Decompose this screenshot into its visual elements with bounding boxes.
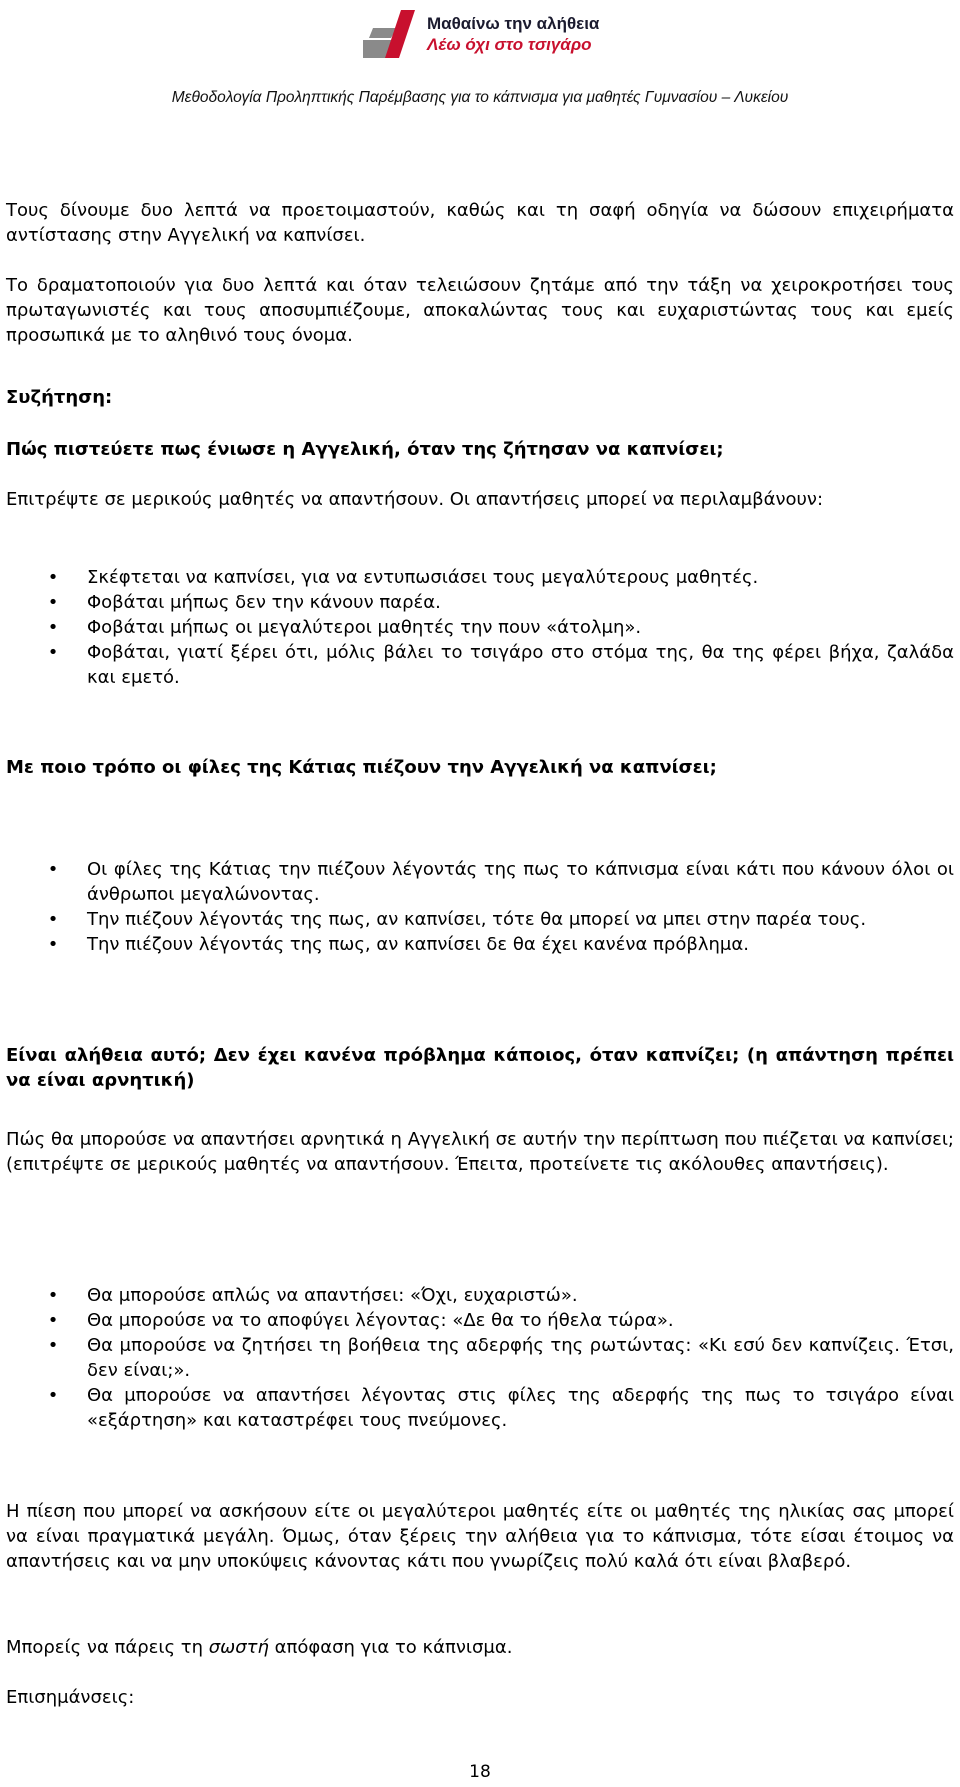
logo-slogan: Λέω όχι στο τσιγάρο xyxy=(427,35,592,54)
bullet-icon: • xyxy=(47,1385,59,1406)
bullet-icon: • xyxy=(47,592,59,613)
list-pressure xyxy=(6,857,954,957)
bullet-icon: • xyxy=(47,859,59,880)
list-item: • Την πιέζουν λέγοντάς της πως, αν καπνίσει δε θα έχει κανένα πρόβλημα. xyxy=(47,934,749,955)
bullet-icon: • xyxy=(47,642,59,663)
question-truth: Είναι αλήθεια αυτό; Δεν έχει κανένα πρόβλημα κάποιος, όταν καπνίζει; (η απάντηση πρέπει να είναι αρνητική) xyxy=(6,1045,954,1091)
paragraph-answers-intro: Επιτρέψτε σε μερικούς μαθητές να απαντήσουν. Οι απαντήσεις μπορεί να περιλαμβάνουν: xyxy=(6,489,824,510)
list-feelings xyxy=(6,565,954,690)
logo-mark-icon xyxy=(363,10,419,58)
paragraph-peer-pressure: Η πίεση που μπορεί να ασκήσουν είτε οι μεγαλύτεροι μαθητές είτε οι μαθητές της ηλικίας σας μπορεί να είναι πραγματικά μεγάλη. Όμως, όταν ξέρεις την αλήθεια για το κάπνισμα, τότε είσαι έτοιμος να απαντήσεις και να μην υποκύψεις κάνοντας κάτι που γνωρίζεις πολύ καλά ότι είναι βλαβερό. xyxy=(6,1501,954,1572)
bullet-icon: • xyxy=(47,1285,59,1306)
list-item: • Σκέφτεται να καπνίσει, για να εντυπωσιάσει τους μεγαλύτερους μαθητές. xyxy=(47,567,759,588)
bullet-icon: • xyxy=(47,567,59,588)
list-item: • Θα μπορούσε να ζητήσει τη βοήθεια της αδερφής της ρωτώντας: «Κι εσύ δεν καπνίζεις. Έτσι, δεν είναι;». xyxy=(47,1335,954,1381)
bullet-icon: • xyxy=(47,934,59,955)
question-feelings: Πώς πιστεύετε πως ένιωσε η Αγγελική, όταν της ζήτησαν να καπνίσει; xyxy=(6,439,724,460)
bullet-icon: • xyxy=(47,1335,59,1356)
paragraph-decision: Μπορείς να πάρεις τη σωστή απόφαση για το κάπνισμα. xyxy=(6,1637,513,1658)
paragraph-negative-answer: Πώς θα μπορούσε να απαντήσει αρνητικά η Αγγελική σε αυτήν την περίπτωση που πιέζεται να καπνίσει; (επιτρέψτε σε μερικούς μαθητές να απαντήσουν. Έπειτα, προτείνετε τις ακόλουθες απαντήσεις). xyxy=(6,1129,954,1175)
list-item: • Την πιέζουν λέγοντάς της πως, αν καπνίσει, τότε θα μπορεί να μπει στην παρέα τους. xyxy=(47,909,867,930)
header-logo xyxy=(363,10,603,58)
page-number: 18 xyxy=(469,1762,491,1782)
bullet-icon: • xyxy=(47,1310,59,1331)
list-item: • Φοβάται μήπως οι μεγαλύτεροι μαθητές την πουν «άτολμη». xyxy=(47,617,642,638)
notes-label: Επισημάνσεις: xyxy=(6,1687,135,1708)
list-responses xyxy=(6,1283,954,1433)
bullet-icon: • xyxy=(47,617,59,638)
paragraph-dramatization: Το δραματοποιούν για δυο λεπτά και όταν τελειώσουν ζητάμε από την τάξη να χειροκροτήσει τους πρωταγωνιστές και τους αποσυμπιέζουμε, αποκαλώντας τους και ευχαριστώντας τους και εμείς προσωπικά με το αληθινό τους όνομα. xyxy=(6,275,954,346)
heading-discussion: Συζήτηση: xyxy=(6,387,113,408)
list-item: • Οι φίλες της Κάτιας την πιέζουν λέγοντάς της πως το κάπνισμα είναι κάτι που κάνουν όλοι οι άνθρωποι μεγαλώνοντας. xyxy=(47,859,954,905)
list-item: • Φοβάται μήπως δεν την κάνουν παρέα. xyxy=(47,592,441,613)
paragraph-preparation: Τους δίνουμε δυο λεπτά να προετοιμαστούν, καθώς και τη σαφή οδηγία να δώσουν επιχειρήματα αντίστασης στην Αγγελική να καπνίσει. xyxy=(6,200,954,246)
question-pressure: Με ποιο τρόπο οι φίλες της Κάτιας πιέζουν την Αγγελική να καπνίσει; xyxy=(6,757,717,778)
document-subtitle: Μεθοδολογία Προληπτικής Παρέμβασης για το κάπνισμα για μαθητές Γυμνασίου – Λυκείου xyxy=(171,89,789,106)
bullet-icon: • xyxy=(47,909,59,930)
list-item: • Θα μπορούσε να το αποφύγει λέγοντας: «Δε θα το ήθελα τώρα». xyxy=(47,1310,674,1331)
list-item: • Θα μπορούσε απλώς να απαντήσει: «Όχι, ευχαριστώ». xyxy=(47,1285,578,1306)
list-item: • Φοβάται, γιατί ξέρει ότι, μόλις βάλει το τσιγάρο στο στόμα της, θα της φέρει βήχα, ζαλάδα και εμετό. xyxy=(47,642,954,688)
list-item: • Θα μπορούσε να απαντήσει λέγοντας στις φίλες της αδερφής της πως το τσιγάρο είναι «εξάρτηση» και καταστρέφει τους πνεύμονες. xyxy=(47,1385,954,1431)
logo-title: Μαθαίνω την αλήθεια xyxy=(427,14,600,33)
emphasis-correct: σωστή xyxy=(208,1637,269,1658)
